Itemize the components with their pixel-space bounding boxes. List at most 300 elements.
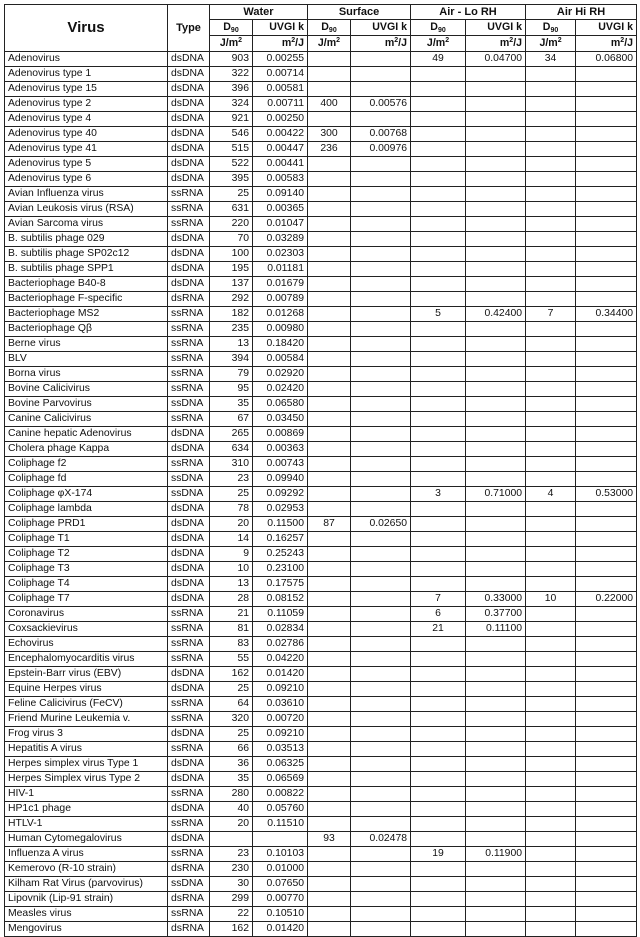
air-lo-rh-d90-cell (411, 577, 466, 592)
virus-name-cell: Bovine Parvovirus (5, 397, 168, 412)
surface-d90-cell (308, 577, 351, 592)
genome-type-cell: ssRNA (168, 907, 210, 922)
air-hi-rh-k-cell (576, 172, 637, 187)
table-row (5, 277, 637, 292)
table-row (5, 787, 637, 802)
virus-column-header: Virus (5, 5, 168, 52)
table-row (5, 427, 637, 442)
surface-k-cell (351, 772, 411, 787)
m2-unit-exponent: 2 (394, 37, 399, 44)
air-lo-rh-d90-cell (411, 427, 466, 442)
air-hi-rh-k-cell (576, 877, 637, 892)
virus-name-cell: Epstein-Barr virus (EBV) (5, 667, 168, 682)
jm-unit-exponent: 2 (557, 37, 562, 44)
water-k-cell: 0.01268 (253, 307, 308, 322)
table-row (5, 52, 637, 67)
surface-k-cell (351, 397, 411, 412)
genome-type-cell: dsDNA (168, 112, 210, 127)
table-row (5, 472, 637, 487)
air-hi-rh-d90-cell (526, 97, 576, 112)
surface-k-cell (351, 802, 411, 817)
table-row (5, 637, 637, 652)
water-k-cell: 0.03289 (253, 232, 308, 247)
m2-unit-tail: /J (295, 37, 304, 49)
genome-type-cell: dsDNA (168, 277, 210, 292)
air-hi-rh-d90-cell (526, 322, 576, 337)
surface-k-cell (351, 532, 411, 547)
surface-d90-cell (308, 862, 351, 877)
genome-type-cell: dsDNA (168, 142, 210, 157)
genome-type-cell: ssRNA (168, 817, 210, 832)
genome-type-cell: dsDNA (168, 502, 210, 517)
air-lo-rh-k-cell (466, 697, 526, 712)
water-d90-cell: 35 (210, 772, 253, 787)
water-k-cell (253, 832, 308, 847)
air-lo-rh-k-cell (466, 547, 526, 562)
air-hi-rh-k-cell (576, 607, 637, 622)
surface-d90-cell (308, 652, 351, 667)
water-d90-cell: 324 (210, 97, 253, 112)
d90-unit (526, 36, 576, 52)
water-d90-cell: 95 (210, 382, 253, 397)
table-row (5, 262, 637, 277)
air-hi-rh-k-cell (576, 757, 637, 772)
surface-d90-cell (308, 397, 351, 412)
air-hi-rh-k-cell (576, 397, 637, 412)
surface-k-cell (351, 862, 411, 877)
surface-k-cell (351, 907, 411, 922)
table-row (5, 67, 637, 82)
table-row (5, 532, 637, 547)
air-lo-rh-k-cell (466, 922, 526, 937)
genome-type-cell: dsDNA (168, 727, 210, 742)
water-k-cell: 0.09940 (253, 472, 308, 487)
air-hi-rh-k-cell (576, 217, 637, 232)
jm-unit-base: J/m (426, 37, 446, 49)
air-hi-rh-d90-cell: 7 (526, 307, 576, 322)
water-k-cell: 0.10103 (253, 847, 308, 862)
water-d90-cell: 182 (210, 307, 253, 322)
jm-unit-exponent: 2 (336, 37, 341, 44)
table-row (5, 232, 637, 247)
genome-type-cell: dsDNA (168, 772, 210, 787)
virus-name-cell: Kilham Rat Virus (parvovirus) (5, 877, 168, 892)
water-d90-cell: 23 (210, 472, 253, 487)
table-row (5, 907, 637, 922)
virus-name-cell: Adenovirus type 2 (5, 97, 168, 112)
table-row (5, 922, 637, 937)
water-d90-cell: 921 (210, 112, 253, 127)
air-hi-rh-d90-cell (526, 922, 576, 937)
water-k-cell: 0.00441 (253, 157, 308, 172)
water-k-cell: 0.07650 (253, 877, 308, 892)
surface-k-cell: 0.02650 (351, 517, 411, 532)
air-hi-rh-k-cell (576, 817, 637, 832)
table-row (5, 757, 637, 772)
water-d90-cell: 28 (210, 592, 253, 607)
air-lo-rh-k-cell (466, 217, 526, 232)
air-hi-rh-d90-cell (526, 772, 576, 787)
surface-d90-cell (308, 502, 351, 517)
virus-name-cell: Coliphage lambda (5, 502, 168, 517)
air-lo-rh-d90-cell (411, 157, 466, 172)
genome-type-cell: ssDNA (168, 877, 210, 892)
air-hi-rh-d90-cell (526, 262, 576, 277)
surface-k-cell (351, 757, 411, 772)
water-d90-cell: 81 (210, 622, 253, 637)
genome-type-cell: dsDNA (168, 592, 210, 607)
surface-k-cell (351, 592, 411, 607)
water-d90-cell: 230 (210, 862, 253, 877)
virus-name-cell: Adenovirus type 5 (5, 157, 168, 172)
air-hi-rh-d90-cell (526, 277, 576, 292)
water-k-cell: 0.02420 (253, 382, 308, 397)
air-hi-rh-k-cell (576, 682, 637, 697)
surface-k-cell (351, 187, 411, 202)
water-d90-cell: 70 (210, 232, 253, 247)
m2-unit-exponent: 2 (291, 37, 296, 44)
air-lo-rh-k-cell: 0.37700 (466, 607, 526, 622)
water-d90-cell: 14 (210, 532, 253, 547)
virus-name-cell: Coliphage fd (5, 472, 168, 487)
d90-subscript: 90 (328, 27, 337, 34)
air-lo-rh-k-cell (466, 277, 526, 292)
virus-name-cell: BLV (5, 352, 168, 367)
air-hi-rh-k-cell (576, 367, 637, 382)
water-k-cell: 0.03513 (253, 742, 308, 757)
air-hi-rh-d90-cell (526, 442, 576, 457)
table-row (5, 412, 637, 427)
genome-type-cell: ssRNA (168, 697, 210, 712)
surface-d90-cell (308, 877, 351, 892)
genome-type-cell: dsDNA (168, 577, 210, 592)
air-lo-rh-d90-cell (411, 682, 466, 697)
surface-k-cell (351, 82, 411, 97)
table-row (5, 847, 637, 862)
air-lo-rh-d90-cell (411, 652, 466, 667)
virus-name-cell: Mengovirus (5, 922, 168, 937)
jm-unit-base: J/m (317, 37, 337, 49)
air-lo-rh-d90-cell: 7 (411, 592, 466, 607)
water-d90-cell: 515 (210, 142, 253, 157)
d90-unit (210, 36, 253, 52)
surface-k-cell (351, 892, 411, 907)
surface-d90-cell (308, 802, 351, 817)
water-k-cell: 0.06580 (253, 397, 308, 412)
table-body (5, 52, 637, 937)
virus-name-cell: Coronavirus (5, 607, 168, 622)
air-lo-rh-k-cell (466, 82, 526, 97)
genome-type-cell: dsDNA (168, 157, 210, 172)
surface-k-cell (351, 472, 411, 487)
water-d90-cell: 522 (210, 157, 253, 172)
virus-name-cell: Berne virus (5, 337, 168, 352)
air-lo-rh-d90-cell (411, 667, 466, 682)
table-row (5, 442, 637, 457)
table-row (5, 367, 637, 382)
water-d90-cell: 310 (210, 457, 253, 472)
surface-d90-cell (308, 847, 351, 862)
air-lo-rh-d90-cell (411, 787, 466, 802)
air-hi-rh-k-cell (576, 247, 637, 262)
genome-type-cell: ssRNA (168, 217, 210, 232)
table-row (5, 127, 637, 142)
surface-d90-cell (308, 322, 351, 337)
air-lo-rh-d90-cell (411, 82, 466, 97)
genome-type-cell: ssRNA (168, 607, 210, 622)
water-d90-cell: 322 (210, 67, 253, 82)
surface-d90-cell (308, 907, 351, 922)
air-lo-rh-k-cell (466, 112, 526, 127)
air-hi-rh-d90-cell (526, 292, 576, 307)
virus-name-cell: Encephalomyocarditis virus (5, 652, 168, 667)
virus-name-cell: Adenovirus (5, 52, 168, 67)
air-lo-rh-d90-cell (411, 442, 466, 457)
air-hi-rh-k-cell (576, 472, 637, 487)
water-d90-cell: 25 (210, 727, 253, 742)
air-lo-rh-d90-cell (411, 457, 466, 472)
air-hi-rh-k-cell (576, 892, 637, 907)
table-row (5, 82, 637, 97)
air-lo-rh-d90-cell (411, 247, 466, 262)
water-d90-cell: 162 (210, 922, 253, 937)
water-k-cell: 0.09140 (253, 187, 308, 202)
air-hi-rh-d90-cell (526, 412, 576, 427)
surface-d90-cell (308, 637, 351, 652)
air-hi-rh-k-cell (576, 322, 637, 337)
genome-type-cell: dsDNA (168, 757, 210, 772)
air-hi-rh-d90-cell (526, 622, 576, 637)
table-row (5, 112, 637, 127)
genome-type-cell: ssRNA (168, 412, 210, 427)
air-hi-rh-k-cell (576, 802, 637, 817)
air-lo-rh-d90-cell (411, 142, 466, 157)
surface-d90-cell (308, 757, 351, 772)
uvgi-k-header (466, 20, 526, 36)
air-hi-rh-k-cell (576, 742, 637, 757)
air-lo-rh-k-cell (466, 172, 526, 187)
uvgi-k-unit (466, 36, 526, 52)
air-lo-rh-d90-cell (411, 262, 466, 277)
table-row (5, 247, 637, 262)
type-column-header: Type (168, 5, 210, 52)
genome-type-cell: ssDNA (168, 472, 210, 487)
genome-type-cell: dsDNA (168, 127, 210, 142)
water-k-cell: 0.01000 (253, 862, 308, 877)
genome-type-cell: dsRNA (168, 892, 210, 907)
table-row (5, 577, 637, 592)
air-hi-rh-k-cell (576, 652, 637, 667)
virus-name-cell: Bacteriophage F-specific (5, 292, 168, 307)
table-row (5, 172, 637, 187)
air-hi-rh-d90-cell (526, 502, 576, 517)
water-d90-cell: 25 (210, 187, 253, 202)
virus-name-cell: Adenovirus type 40 (5, 127, 168, 142)
water-d90-cell: 195 (210, 262, 253, 277)
water-k-cell: 0.25243 (253, 547, 308, 562)
virus-name-cell: Coliphage φX-174 (5, 487, 168, 502)
water-group-header: Water (210, 5, 308, 20)
air-lo-rh-k-cell: 0.04700 (466, 52, 526, 67)
surface-k-cell (351, 502, 411, 517)
table-row (5, 772, 637, 787)
surface-k-cell (351, 547, 411, 562)
air-hi-rh-d90-cell (526, 427, 576, 442)
water-d90-cell: 320 (210, 712, 253, 727)
water-k-cell: 0.00770 (253, 892, 308, 907)
virus-name-cell: Bacteriophage MS2 (5, 307, 168, 322)
water-k-cell: 0.17575 (253, 577, 308, 592)
air-hi-rh-k-cell (576, 382, 637, 397)
surface-d90-cell (308, 457, 351, 472)
air-hi-rh-k-cell (576, 637, 637, 652)
air-lo-rh-d90-cell (411, 367, 466, 382)
genome-type-cell: ssRNA (168, 622, 210, 637)
surface-k-cell (351, 712, 411, 727)
table-row (5, 352, 637, 367)
air-lo-rh-k-cell (466, 187, 526, 202)
water-d90-cell: 265 (210, 427, 253, 442)
table-row (5, 592, 637, 607)
air-hi-rh-k-cell (576, 112, 637, 127)
genome-type-cell: ssRNA (168, 652, 210, 667)
virus-name-cell: Adenovirus type 4 (5, 112, 168, 127)
water-k-cell: 0.06325 (253, 757, 308, 772)
air-lo-rh-k-cell (466, 427, 526, 442)
air-lo-rh-d90-cell (411, 562, 466, 577)
virus-name-cell: Lipovnik (Lip-91 strain) (5, 892, 168, 907)
genome-type-cell: ssRNA (168, 352, 210, 367)
table-row (5, 157, 637, 172)
air-hi-rh-d90-cell (526, 892, 576, 907)
water-d90-cell: 292 (210, 292, 253, 307)
air-lo-rh-k-cell (466, 352, 526, 367)
genome-type-cell: dsDNA (168, 262, 210, 277)
genome-type-cell: ssRNA (168, 457, 210, 472)
genome-type-cell: ssRNA (168, 307, 210, 322)
water-d90-cell: 79 (210, 367, 253, 382)
air-lo-rh-d90-cell (411, 67, 466, 82)
genome-type-cell: ssRNA (168, 847, 210, 862)
air-lo-rh-d90-cell (411, 127, 466, 142)
surface-k-cell (351, 292, 411, 307)
air-hi-rh-k-cell (576, 292, 637, 307)
surface-d90-cell (308, 727, 351, 742)
air-hi-rh-d90-cell (526, 172, 576, 187)
m2-unit-tail: /J (624, 37, 634, 49)
virus-name-cell: Kemerovo (R-10 strain) (5, 862, 168, 877)
air-hi-rh-d90-cell (526, 112, 576, 127)
surface-d90-cell (308, 172, 351, 187)
surface-d90-cell (308, 772, 351, 787)
virus-name-cell: HIV-1 (5, 787, 168, 802)
virus-name-cell: Adenovirus type 41 (5, 142, 168, 157)
water-k-cell: 0.02920 (253, 367, 308, 382)
genome-type-cell: ssDNA (168, 397, 210, 412)
water-d90-cell: 55 (210, 652, 253, 667)
virus-name-cell: HTLV-1 (5, 817, 168, 832)
air-hi-rh-k-cell (576, 712, 637, 727)
surface-k-cell (351, 697, 411, 712)
water-k-cell: 0.00743 (253, 457, 308, 472)
d90-subscript: 90 (437, 27, 446, 34)
m2-unit-tail: /J (513, 37, 523, 49)
surface-d90-cell (308, 292, 351, 307)
air-lo-rh-k-cell (466, 97, 526, 112)
surface-k-cell (351, 742, 411, 757)
surface-d90-cell (308, 607, 351, 622)
surface-d90-cell (308, 922, 351, 937)
genome-type-cell: dsDNA (168, 82, 210, 97)
water-d90-cell: 25 (210, 682, 253, 697)
table-row (5, 562, 637, 577)
virus-name-cell: Avian Leukosis virus (RSA) (5, 202, 168, 217)
surface-k-cell (351, 457, 411, 472)
surface-d90-cell: 400 (308, 97, 351, 112)
air-lo-rh-d90-cell (411, 742, 466, 757)
surface-k-cell (351, 412, 411, 427)
m2-unit-base: m (499, 37, 510, 49)
genome-type-cell: dsDNA (168, 802, 210, 817)
virus-name-cell: Adenovirus type 15 (5, 82, 168, 97)
air-hi-rh-k-cell (576, 727, 637, 742)
surface-k-cell (351, 442, 411, 457)
air-lo-rh-k-cell (466, 67, 526, 82)
genome-type-cell: ssRNA (168, 187, 210, 202)
water-k-cell: 0.00711 (253, 97, 308, 112)
surface-d90-cell (308, 442, 351, 457)
surface-k-cell (351, 877, 411, 892)
surface-k-cell (351, 262, 411, 277)
d90-subscript: 90 (230, 27, 239, 34)
virus-name-cell: Echovirus (5, 637, 168, 652)
water-d90-cell: 36 (210, 757, 253, 772)
m2-unit-base: m (610, 37, 621, 49)
surface-k-cell (351, 247, 411, 262)
air-hi-rh-k-cell: 0.22000 (576, 592, 637, 607)
surface-k-cell (351, 847, 411, 862)
air-hi-rh-d90-cell (526, 877, 576, 892)
surface-k-cell (351, 607, 411, 622)
table-row (5, 457, 637, 472)
surface-d90-cell (308, 187, 351, 202)
surface-k-cell (351, 652, 411, 667)
air-lo-rh-k-cell (466, 457, 526, 472)
virus-name-cell: Hepatitis A virus (5, 742, 168, 757)
surface-d90-cell (308, 67, 351, 82)
genome-type-cell: dsDNA (168, 442, 210, 457)
air-hi-rh-d90-cell (526, 712, 576, 727)
virus-name-cell: Herpes Simplex virus Type 2 (5, 772, 168, 787)
water-k-cell: 0.03450 (253, 412, 308, 427)
air-hi-rh-k-cell: 0.53000 (576, 487, 637, 502)
air-hi-rh-k-cell (576, 457, 637, 472)
water-d90-cell: 396 (210, 82, 253, 97)
air-hi-rh-d90-cell (526, 832, 576, 847)
air-lo-rh-k-cell (466, 397, 526, 412)
genome-type-cell: dsDNA (168, 532, 210, 547)
air-lo-rh-d90-cell (411, 187, 466, 202)
air-hi-rh-d90-cell (526, 727, 576, 742)
uvgi-k-label: UVGI k (598, 21, 634, 33)
air-lo-rh-d90-cell (411, 502, 466, 517)
water-k-cell: 0.03610 (253, 697, 308, 712)
virus-name-cell: Avian Influenza virus (5, 187, 168, 202)
surface-d90-cell (308, 622, 351, 637)
water-d90-cell: 220 (210, 217, 253, 232)
virus-name-cell: Influenza A virus (5, 847, 168, 862)
water-k-cell: 0.00581 (253, 82, 308, 97)
